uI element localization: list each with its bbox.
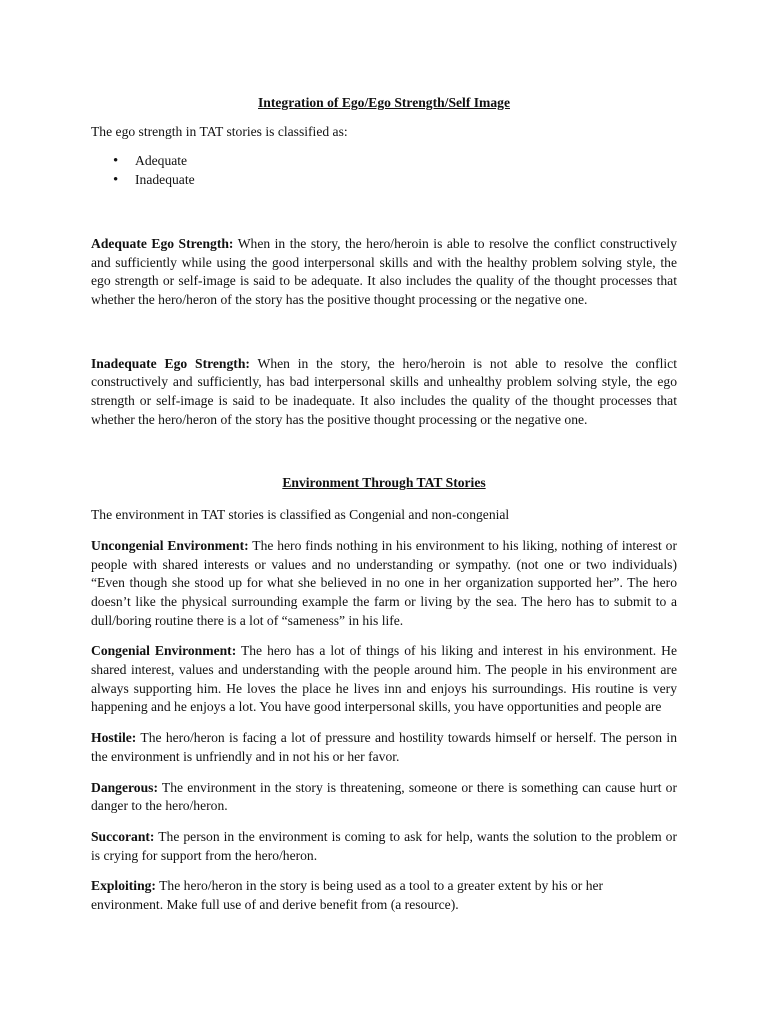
hostile-text: The hero/heron is facing a lot of pressure and hostility towards himself or herself. The person in the environment is unfriendly and in not his or her favor.: [91, 730, 677, 764]
adequate-ego-text: When in the story, the hero/heroin is able to resolve the conflict constructively and sufficiently while using the good interpersonal skills and with the healthy problem solving style, the ego strength or self-image is said to be adequate. It also includes the quality of the thought processes that whether the hero/heron of the story has the positive thought processing or the negative one.: [91, 235, 677, 307]
dangerous-text: The environment in the story is threatening, someone or there is something can cause hurt or danger to the hero/heron.: [91, 779, 677, 814]
hostile-paragraph: [91, 729, 677, 766]
inadequate-ego-text: When in the story, the hero/heroin is not able to resolve the conflict constructively and sufficiently, has bad interpersonal skills and unhealthy problem solving style, the ego strength or self-image is said to be inadequate. It also includes the quality of the thought processes that whether the hero/heron of the story has the positive thought processing or the negative one.: [91, 355, 677, 427]
dangerous-paragraph: [91, 779, 677, 816]
succorant-paragraph: [91, 828, 677, 865]
exploiting-text: The hero/heron in the story is being used as a tool to a greater extent by his or her environment. Make full use of and derive benefit from (a resource).: [91, 878, 604, 913]
inadequate-ego-paragraph: [91, 355, 677, 430]
environment-intro: The environment in TAT stories is classified as Congenial and non-congenial: [91, 507, 510, 523]
succorant-text: The person in the environment is coming to ask for help, wants the solution to the problem or is crying for support from the hero/heron.: [91, 828, 677, 863]
hostile-term: Hostile:: [91, 730, 137, 746]
inadequate-ego-term: Inadequate Ego Strength:: [91, 355, 250, 371]
ego-intro: The ego strength in TAT stories is classified as:: [91, 123, 348, 139]
uncongenial-paragraph: [91, 537, 677, 631]
congenial-text: The hero has a lot of things of his liking and interest in his environment. He shared interest, values and understanding with the people around him. The people in his environment are always supporting him. He loves the place he lives inn and enjoys his surroundings. His routine is very happening and he enjoys a lot. You have good interpersonal skills, you have opportunities and people are: [91, 643, 677, 715]
adequate-ego-term: Adequate Ego Strength:: [91, 235, 234, 251]
uncongenial-text: The hero finds nothing in his environment to his liking, nothing of interest or people with shared interests or values and no understanding or sympathy. (not one or two individuals) “Even though she stood up for what she believed in no one in her organization supported her”. The hero doesn’t like the physical surrounding example the farm or living by the sea. The hero has to submit to a dull/boring routine there is a lot of “sameness” in his life.: [91, 537, 677, 628]
dangerous-term: Dangerous:: [91, 779, 158, 795]
uncongenial-term: Uncongenial Environment:: [91, 537, 249, 553]
congenial-term: Congenial Environment:: [91, 643, 237, 659]
ego-heading: Integration of Ego/Ego Strength/Self Image: [258, 95, 510, 110]
adequate-ego-paragraph: [91, 235, 677, 310]
ego-classification-list: [91, 152, 677, 189]
exploiting-paragraph: [91, 877, 677, 914]
list-item: • Inadequate: [113, 171, 677, 190]
list-item: • Adequate: [113, 152, 677, 171]
exploiting-term: Exploiting:: [91, 878, 156, 894]
congenial-paragraph: [91, 642, 677, 717]
environment-heading: Environment Through TAT Stories: [282, 475, 486, 491]
succorant-term: Succorant:: [91, 828, 155, 844]
